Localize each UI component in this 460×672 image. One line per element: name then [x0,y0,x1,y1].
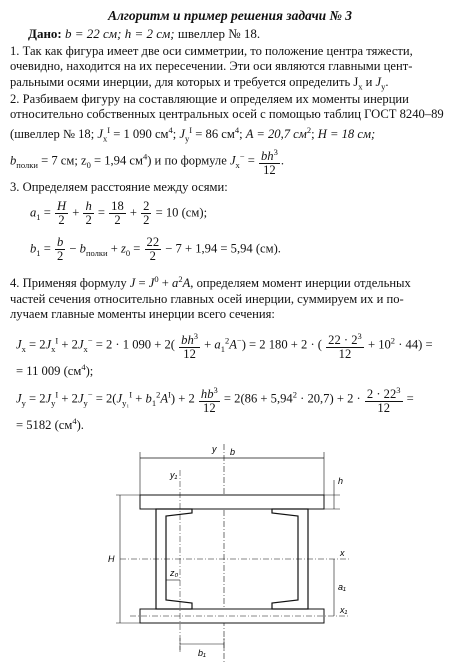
label-z0: z₀ [170,568,179,578]
step-2-line-3: (швеллер № 18; [10,127,95,141]
page-title: Алгоритм и пример решения задачи № 3 [107,8,353,23]
eq-b1: $b_1$ = $\frac{b}{2}$ − $b_{полки} + z_0$ = $\frac{22}{2}$ − 7 + 1,94 = 5,94 (см). [30,235,281,263]
step-2-jx: = 1 090 см [113,127,169,141]
given-channel: швеллер № 18. [177,26,261,41]
step-1: 1. Так как фигура имеет две оси симметрии, то положение центра тяжести, очевидно, находится на их пересечении. Эти оси являются главными цент- ральными осями инерции, для которых и требуется определить $J_x$ и $J_y$. [10,44,413,92]
step-2-area: A = 20,7 см [245,127,307,141]
step-2-line-2: относительно собственных центральных осей с помощью таблиц ГОСТ 8240–89 [10,107,444,122]
label-b1: b₁ [198,648,206,658]
label-x1: x₁ [340,605,348,615]
eq-b1-result: − 7 + 1,94 = 5,94 (см). [165,241,281,256]
given-h: h = 2 см; [124,26,175,41]
given-label: Дано: [28,26,62,41]
eq-a1-result: = 10 (см); [155,205,208,220]
step-2-line-4: $b_{полки} = 7$ см; $z_0 = 1,94$ $см^4$) и по формуле $J_x^-$ = $\frac{bh^3}{12}$ . [10,147,284,178]
eq-a1: $a_1$ = $\frac{H}{2}$ + $\frac{h}{2}$ = $\frac{18}{2}$ + $\frac{2}{2}$ = 10 (см); [30,199,208,227]
given-b: b = 22 см; [65,26,122,41]
step-2-height: H = 18 см; [317,127,376,141]
step-3 [10,180,454,195]
step-2-z0: = 1,94 см [93,153,143,168]
step-3-text: 3. Определяем расстояние между осями: [10,180,228,194]
step-1-line-3: ральными осями инерции, для которых и требуется определить J [10,74,359,89]
label-y1: y₁ [170,470,178,480]
label-y: y [212,444,217,454]
label-x: x [340,548,345,558]
label-b: b [230,447,236,457]
eq-jy: $J_y = 2J_y^I + 2J_y^- = 2(J_{y_1}^I + b_1^2A^I) + 2$ $\frac{hb^3}{12}$ = $2(86 + 5,94^2 \cdot 20,7) + 2$ · $\frac{2 \cdot 22^3}{12}$ = [16,385,414,416]
frac-bh3-12: $\frac{bh^3}{12}$ [261,147,278,178]
step-2-line-1: 2. Разбиваем фигуру на составляющие и определяем их моменты инерции [10,92,409,106]
step-2-flange: = 7 см; z [41,153,87,168]
eq-jx: $J_x = 2J_x^I + 2J_x^- = 2 \cdot 1$ 090 + 2( $\frac{bh^3}{12}$ + $a_1^2A^-) = 2$ 180 + 2 · ( $\frac{22 \cdot 2^3}{12}$ + $10^2 \cdot 44$) = [16,331,433,362]
step-4-line-1b: , определяем момент инерции отдельных [190,276,411,291]
step-4-line-1: 4. Применяя формулу [10,276,127,291]
given-data [28,26,260,42]
step-1-line-1: 1. Так как фигура имеет две оси симметрии, то положение центра тяжести, [10,44,413,58]
step-2-formula-text: ) и по формуле [147,153,227,168]
label-a1: a₁ [338,582,346,592]
step-4-line-2: частей сечения относительно главных осей инерции, суммируем их и по- [10,291,404,306]
cross-section-diagram [100,440,370,672]
step-2-jy: = 86 см [195,127,235,141]
label-H: H [108,554,115,564]
step-2: 2. Разбиваем фигуру на составляющие и определяем их моменты инерции относительно собственных центральных осей с помощью таблиц ГОСТ 8240–89 (швеллер № 18; $J_x^I = 1$ 090 $см^4$; $J_y^I = 86$ $см^4$; A = 20,7 $см^2$; H = 18 см; [10,92,444,144]
step-4-line-3: лучаем главные моменты инерции всего сечения: [10,307,275,321]
eq-jx-result: = 11 009 $(см^4)$; [16,362,94,379]
step-1-line-2: очевидно, находится на их пересечении. Эти оси являются главными цент- [10,59,413,74]
eq-jy-result: = 5182 $(см^4)$. [16,416,84,433]
step-4: 4. Применяя формулу $J = J^0 + a^2A$, определяем момент инерции отдельных частей сечения относительно главных осей инерции, суммируем их и по- лучаем главные моменты инерции всего сечения: [10,274,411,321]
label-h: h [338,476,344,486]
